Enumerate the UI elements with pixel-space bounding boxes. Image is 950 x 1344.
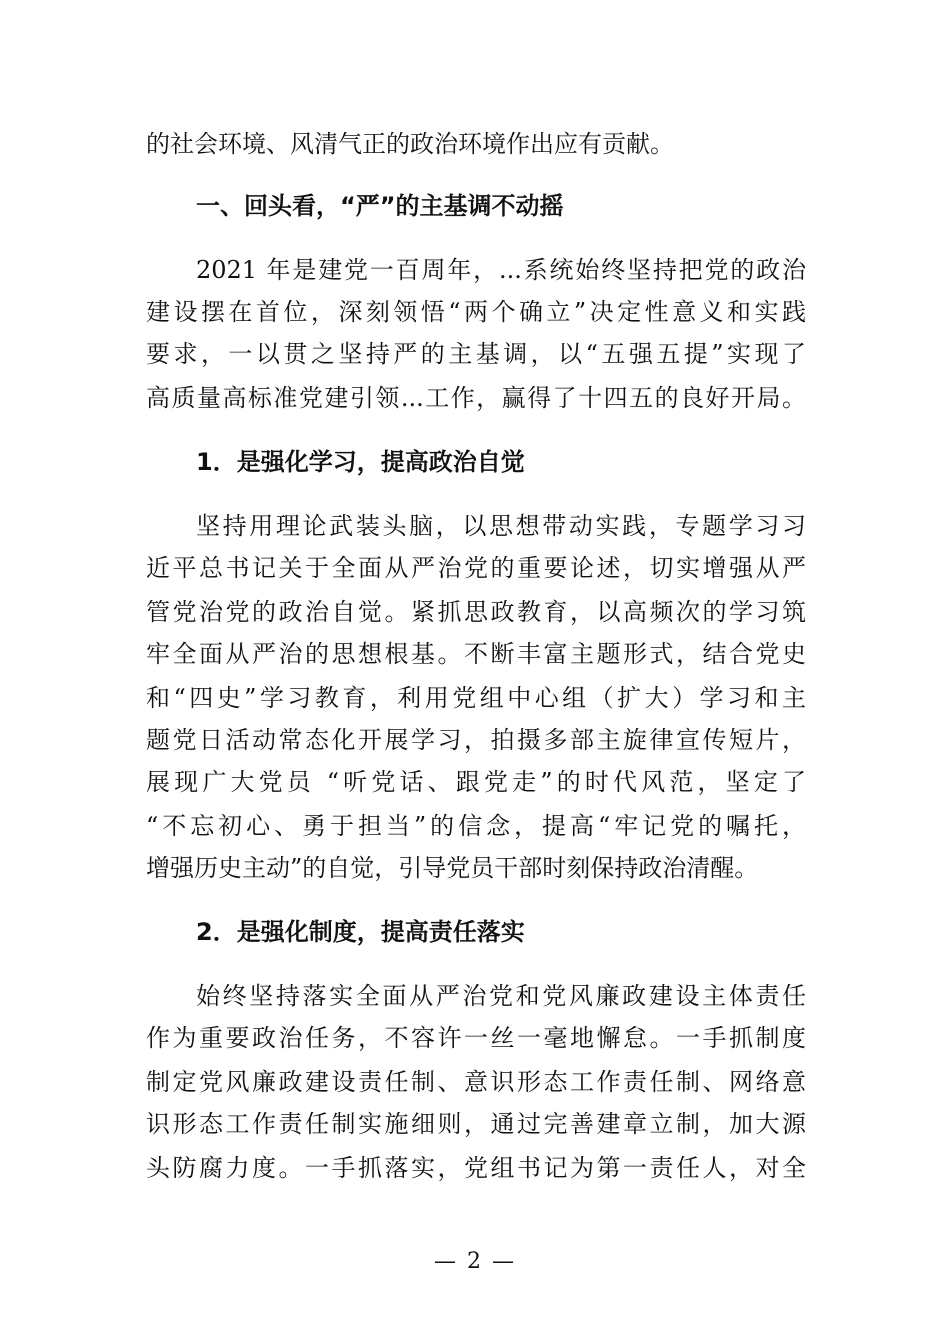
subsection-heading-2: 2．是强化制度，提高责任落实 [196, 918, 525, 946]
section-heading: 一、回头看，“严”的主基调不动摇 [196, 192, 564, 220]
paragraph-line: 坚持用理论武装头脑，以思想带动实践，专题学习习 [196, 512, 806, 540]
paragraph-line: 头防腐力度。一手抓落实，党组书记为第一责任人，对全 [146, 1154, 806, 1182]
paragraph-line: 管党治党的政治自觉。紧抓思政教育，以高频次的学习筑 [146, 598, 806, 626]
paragraph-line: 增强历史主动”的自觉，引导党员干部时刻保持政治清醒。 [146, 854, 759, 882]
paragraph-line: 建设摆在首位，深刻领悟“两个确立”决定性意义和实践 [146, 298, 806, 326]
paragraph-line: 牢全面从严治的思想根基。不断丰富主题形式，结合党史 [146, 640, 806, 668]
page-number: — 2 — [434, 1249, 516, 1274]
paragraph-line: “不忘初心、勇于担当”的信念，提高“牢记党的嘱托， [146, 812, 806, 840]
paragraph-line: 作为重要政治任务，不容许一丝一毫地懈怠。一手抓制度 [146, 1024, 806, 1052]
paragraph-line: 要求，一以贯之坚持严的主基调，以“五强五提”实现了 [146, 340, 806, 368]
subsection-heading-1: 1．是强化学习，提高政治自觉 [196, 448, 525, 476]
intro-line: 的社会环境、风清气正的政治环境作出应有贡献。 [146, 130, 674, 158]
paragraph-line: 近平总书记关于全面从严治党的重要论述，切实增强从严 [146, 554, 806, 582]
paragraph-line: 2021 年是建党一百周年，...系统始终坚持把党的政治 [196, 256, 806, 284]
paragraph-line: 识形态工作责任制实施细则，通过完善建章立制，加大源 [146, 1110, 806, 1138]
paragraph-line: 高质量高标准党建引领...工作，赢得了十四五的良好开局。 [146, 384, 806, 412]
paragraph-line: 制定党风廉政建设责任制、意识形态工作责任制、网络意 [146, 1068, 806, 1096]
paragraph-line: 始终坚持落实全面从严治党和党风廉政建设主体责任 [196, 982, 806, 1010]
paragraph-line: 和“四史”学习教育，利用党组中心组（扩大）学习和主 [146, 684, 806, 712]
paragraph-line: 展现广大党员 “听党话、跟党走”的时代风范，坚定了 [146, 768, 806, 796]
paragraph-line: 题党日活动常态化开展学习，拍摄多部主旋律宣传短片， [146, 726, 806, 754]
